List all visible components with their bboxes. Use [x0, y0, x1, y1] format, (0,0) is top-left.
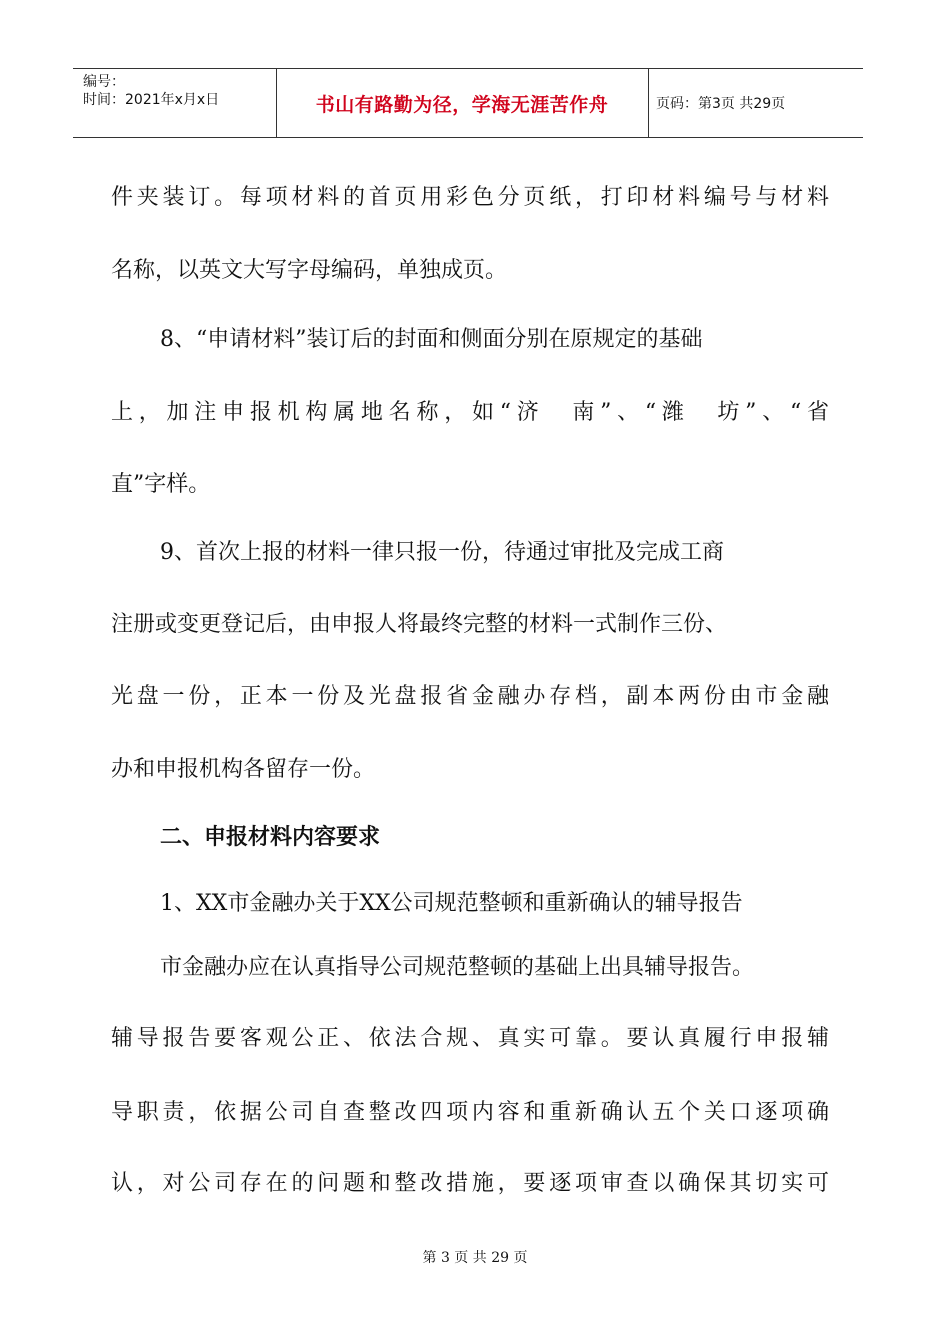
header-motto-cell [276, 69, 649, 137]
body-line: 光盘一份，正本一份及光盘报省金融办存档，副本两份由市金融 [111, 684, 829, 709]
body-line: 件夹装订。每项材料的首页用彩色分页纸，打印材料编号与材料 [111, 185, 829, 210]
document-time-label: 时间：2021年x月x日 [83, 92, 220, 108]
header-motto: 书山有路勤为径，学海无涯苦作舟 [315, 93, 609, 116]
body-line: 注册或变更登记后，由申报人将最终完整的材料一式制作三份、 [111, 612, 728, 637]
document-number-label: 编号： [83, 74, 125, 90]
page-header [73, 68, 863, 138]
header-page-cell [648, 69, 863, 137]
body-line: 9、首次上报的材料一律只报一份，待通过审批及完成工商 [160, 540, 724, 565]
body-line: 直”字样。 [111, 472, 211, 497]
section-heading: 二、申报材料内容要求 [160, 825, 381, 850]
body-line: 导职责，依据公司自查整改四项内容和重新确认五个关口逐项确 [111, 1100, 829, 1125]
body-line: 辅导报告要客观公正、依法合规、真实可靠。要认真履行申报辅 [111, 1026, 829, 1051]
body-line: 上，加注申报机构属地名称，如“济 南”、“潍 坊”、“省 [111, 400, 829, 425]
body-line: 8、“申请材料”装订后的封面和侧面分别在原规定的基础 [160, 327, 703, 352]
header-meta-cell [73, 69, 277, 137]
body-line: 市金融办应在认真指导公司规范整顿的基础上出具辅导报告。 [160, 955, 755, 980]
page-footer: 第 3 页 共 29 页 [422, 1250, 528, 1266]
header-page-info: 页码：第3页 共29页 [656, 96, 786, 112]
subsection-heading: 1、XX市金融办关于XX公司规范整顿和重新确认的辅导报告 [160, 891, 743, 916]
body-line: 办和申报机构各留存一份。 [111, 757, 376, 782]
body-line: 名称，以英文大写字母编码，单独成页。 [111, 258, 508, 283]
body-line: 认，对公司存在的问题和整改措施，要逐项审查以确保其切实可 [111, 1171, 829, 1196]
